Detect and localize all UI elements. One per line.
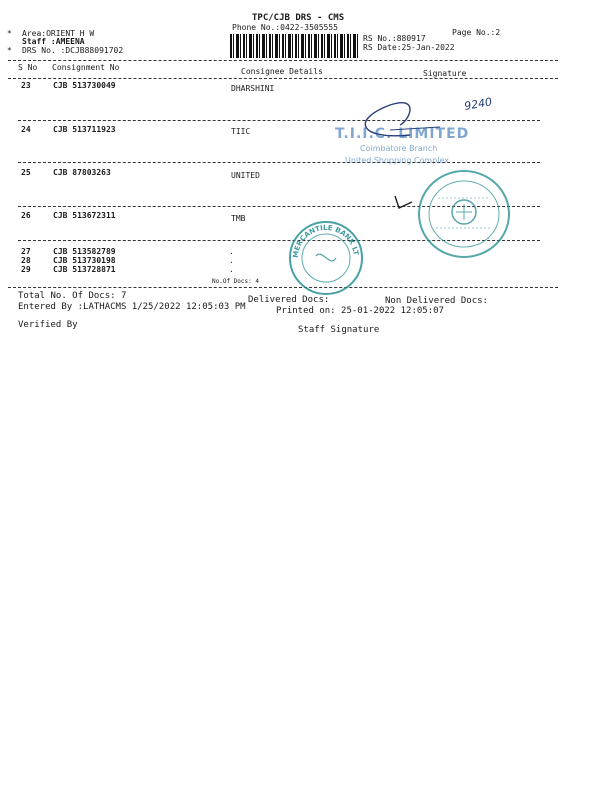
non-delivered-docs: Non Delivered Docs: [385,296,488,306]
row-consignment: CJB 513672311 [53,211,116,220]
row-consignee: DHARSHINI [231,84,275,93]
drs-number: DRS No. :DCJB88091702 [22,46,124,55]
row-consignment: CJB 513711923 [53,125,116,134]
rs-number: RS No.:880917 [363,34,426,43]
bank-seal-icon [283,212,366,296]
row-consignment: CJB 513582789 [53,247,116,256]
row-sno: 23 [21,81,31,90]
row-consignee: TMB [231,214,246,223]
check-mark-icon [392,190,422,214]
row-consignee: UNITED [231,171,260,180]
printed-on: Printed on: 25-01-2022 12:05:07 [276,306,444,316]
bank-seal-text: MERCANTILE BANK LTD [283,212,360,259]
signature-number: 9240 [463,95,494,113]
row-consignment: CJB 513730198 [53,256,116,265]
row-consignee: . [229,265,234,274]
row-sno: 25 [21,168,31,177]
row-sno: 24 [21,125,31,134]
staff-signature: Staff Signature [298,325,380,335]
col-consignee: Consignee Details [241,67,323,76]
delivered-docs: Delivered Docs: [248,295,330,305]
tiic-stamp-address: United Shopping Complex [345,156,450,165]
col-consignment: Consignment No [52,63,120,72]
row-sno: 26 [21,211,31,220]
total-docs: Total No. Of Docs: 7 [18,291,127,301]
asterisk-marker: * [7,46,12,55]
asterisk-marker: * [7,29,12,38]
doc-title: TPC/CJB DRS - CMS [252,13,345,23]
rs-date: RS Date:25-Jan-2022 [363,43,455,52]
row-consignee: . [229,256,234,265]
no-of-docs: No.Of Docs: 4 [212,278,259,285]
area-label: Area:ORIENT H W [22,29,95,38]
staff-label: Staff :AMEENA [22,37,85,46]
row-consignment: CJB 513730049 [53,81,116,90]
tiic-stamp-title: T.I.I.C. LIMITED [335,126,470,142]
row-sno: 27 [21,247,31,256]
col-sno: S No [18,63,38,72]
divider [8,287,558,288]
phone-number: Phone No.:0422-3505555 [232,23,338,32]
divider [8,78,558,79]
round-seal-icon [416,168,512,260]
row-consignee: TIIC [231,127,251,136]
svg-text:MERCANTILE BANK LTD [283,212,360,258]
entered-by: Entered By :LATHACMS 1/25/2022 12:05:03 PM [18,302,246,312]
row-consignment: CJB 513728871 [53,265,116,274]
col-signature: Signature [423,69,467,78]
row-consignee: . [229,247,234,256]
tiic-stamp-branch: Coimbatore Branch [360,144,438,153]
row-sno: 28 [21,256,31,265]
row-sno: 29 [21,265,31,274]
divider [8,60,558,61]
row-consignment: CJB 87803263 [53,168,111,177]
barcode [230,34,358,58]
page-number: Page No.:2 [452,28,501,37]
verified-by: Verified By [18,320,78,330]
